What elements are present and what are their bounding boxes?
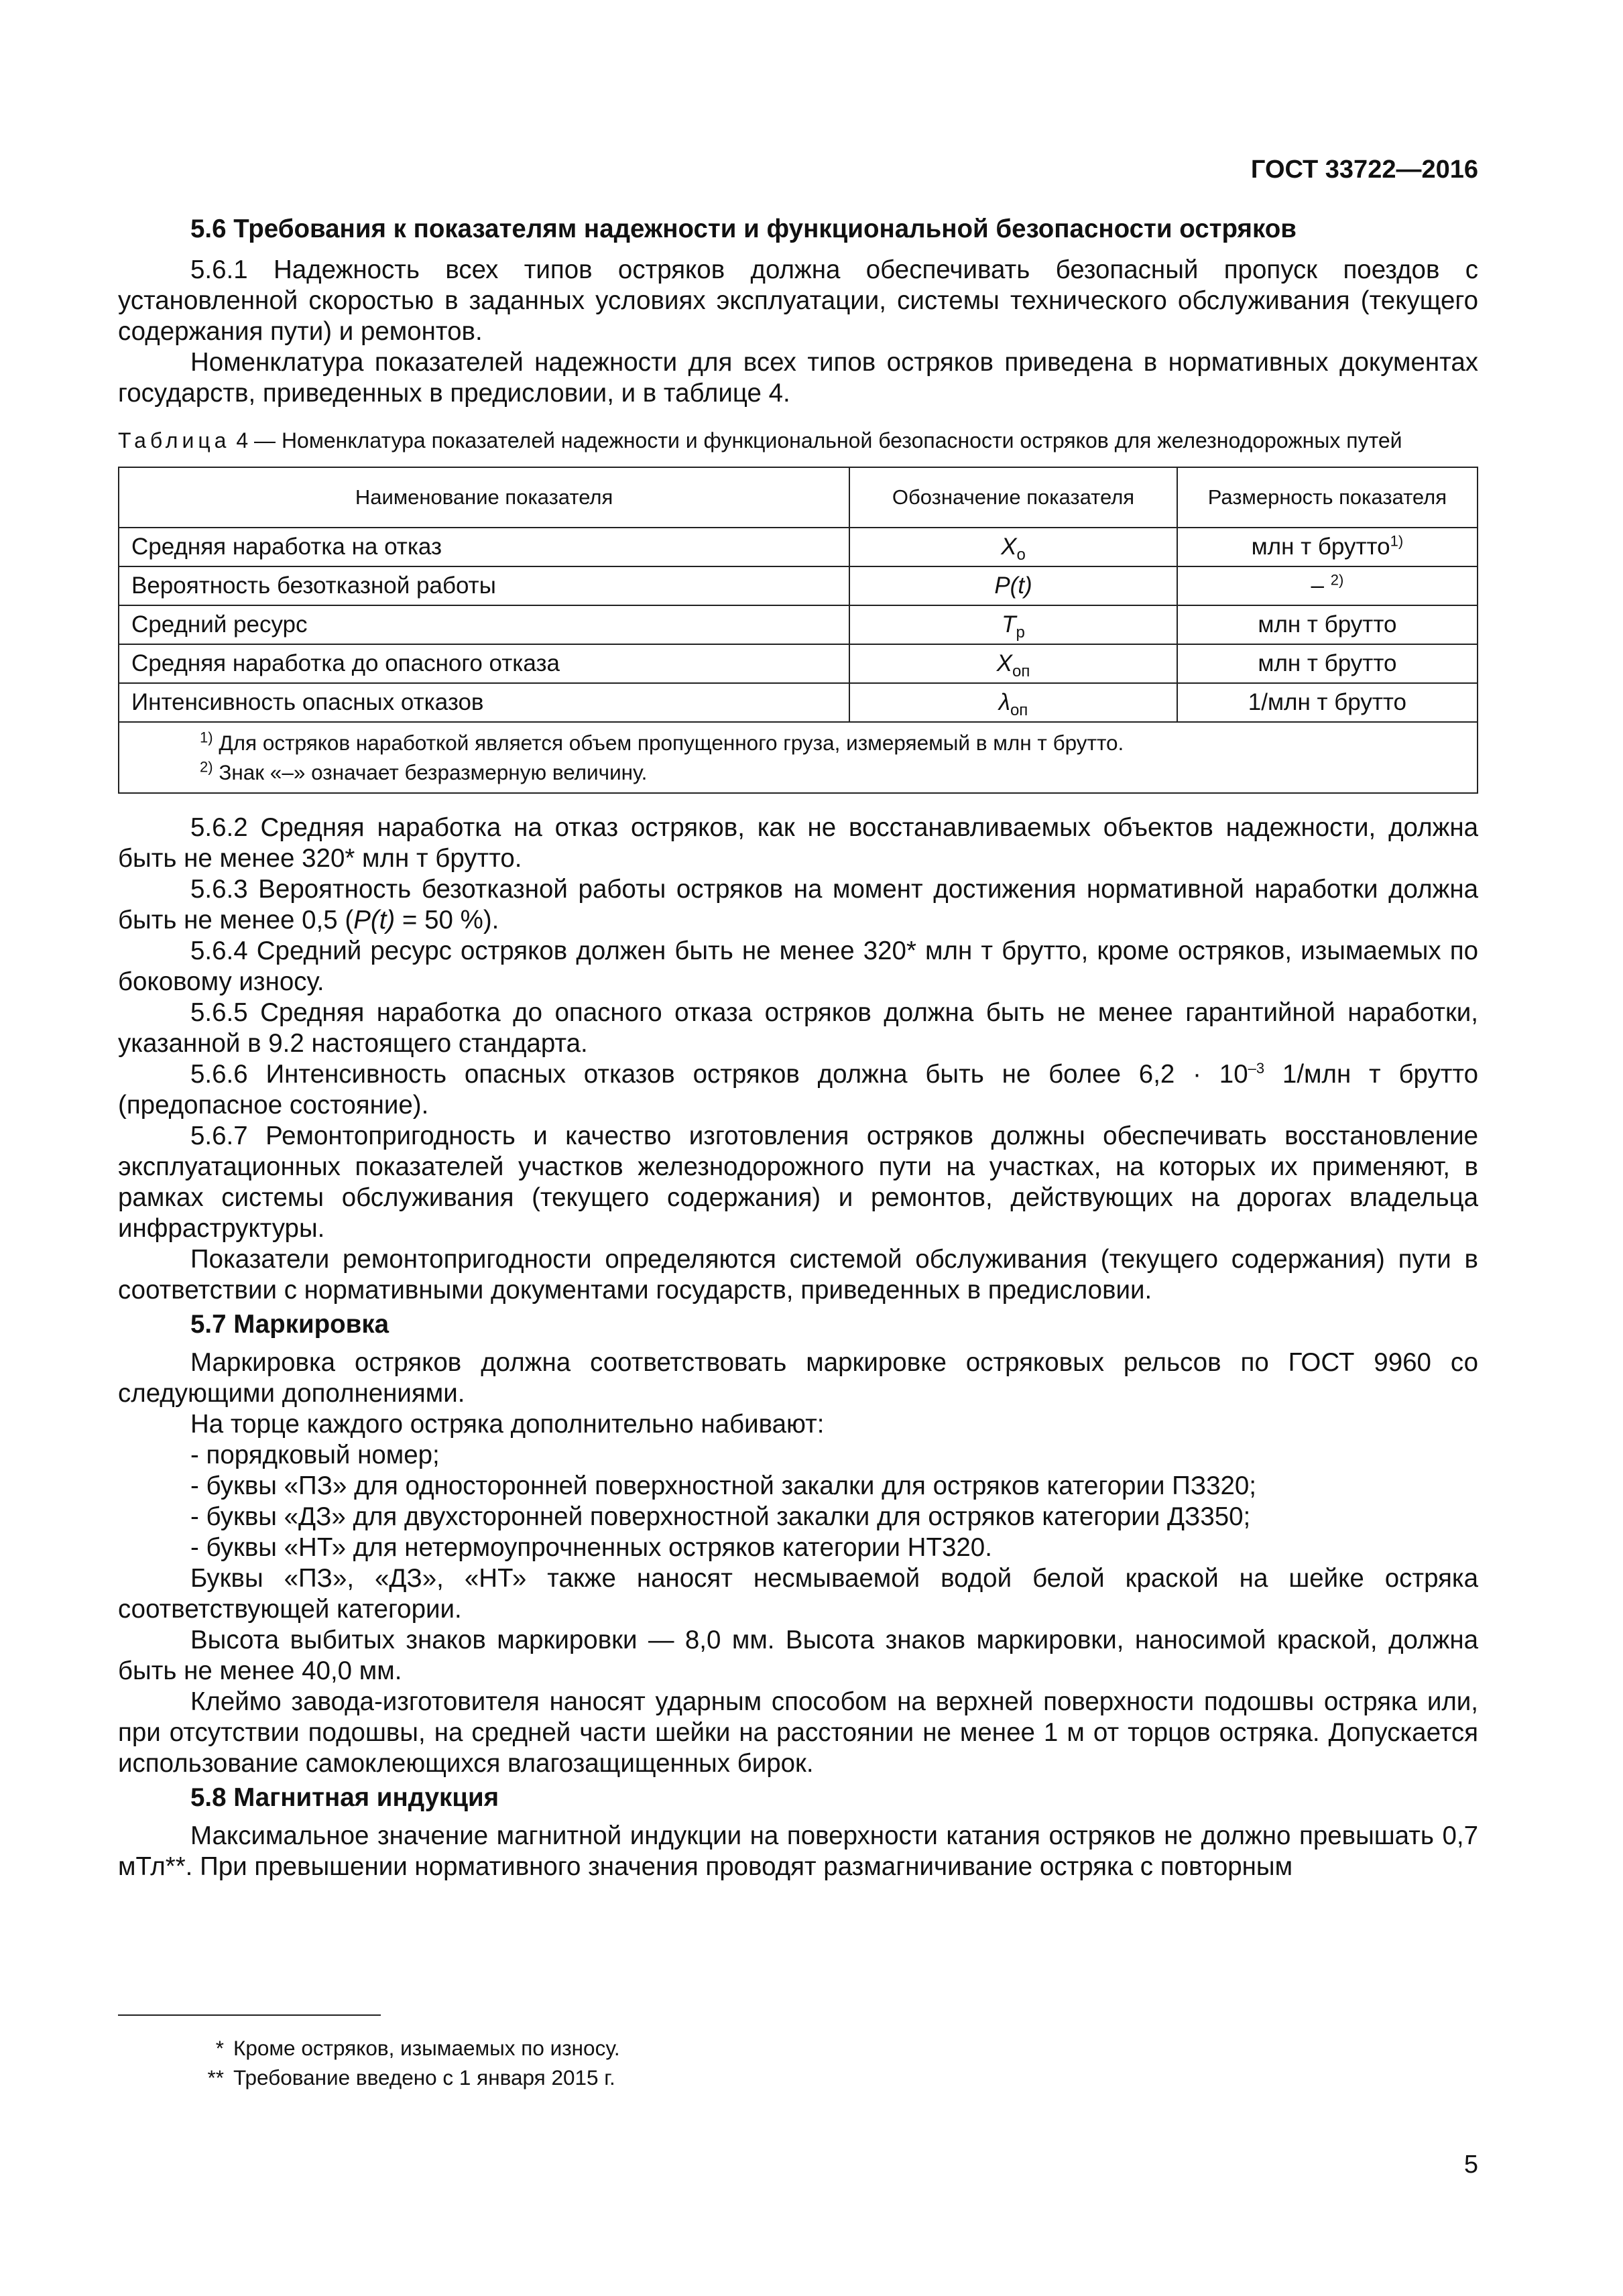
row-symbol: $\lambda_{оп}$ bbox=[849, 683, 1177, 722]
table-caption-text: 4 — Номенклатура показателей надежности и функциональной безопасности остряков для железнодорожных путей bbox=[236, 428, 1402, 452]
paragraph-marking: Маркировка остряков должна соответствовать маркировке остряковых рельсов по ГОСТ 9960 со следующими дополнениями. bbox=[118, 1348, 1478, 1408]
paragraph-5-6-1: 5.6.1 Надежность всех типов остряков должна обеспечивать безопасный пропуск поездов с установленной скоростью в заданных условиях эксплуатации, системы технического обслуживания (текущего содержания пути) и ремонтов. bbox=[118, 255, 1478, 346]
list-item: - буквы «ДЗ» для двухсторонней поверхностной закалки для остряков категории ДЗ350; bbox=[190, 1502, 1251, 1531]
table-row bbox=[119, 683, 1478, 722]
paragraph-5-6-2: 5.6.2 Средняя наработка на отказ остряков, как не восстанавливаемых объектов надежности, должна быть не менее 320* млн т брутто. bbox=[118, 813, 1478, 873]
table-notes-row bbox=[119, 722, 1478, 793]
paragraph-repairability: Показатели ремонтопригодности определяются системой обслуживания (текущего содержания) пути в соответствии с нормативными документами государств, приведенных в предисловии. bbox=[118, 1245, 1478, 1305]
row-name: Интенсивность опасных отказов bbox=[119, 683, 849, 722]
header-symbol: Обозначение показателя bbox=[849, 467, 1177, 528]
paragraph-nomenclature: Номенклатура показателей надежности для всех типов остряков приведена в нормативных документах государств, приведенных в предисловии, и в таблице 4. bbox=[118, 348, 1478, 408]
table-notes bbox=[119, 722, 1478, 793]
table-row bbox=[119, 605, 1478, 644]
footnotes bbox=[172, 2033, 620, 2092]
list-item: - буквы «ПЗ» для односторонней поверхностной закалки для остряков категории ПЗ320; bbox=[190, 1471, 1257, 1500]
reliability-table bbox=[118, 467, 1478, 794]
list-item: - порядковый номер; bbox=[190, 1441, 440, 1469]
row-name: Средняя наработка на отказ bbox=[119, 528, 849, 566]
row-symbol: $T_р$ bbox=[849, 605, 1177, 644]
row-unit: 1/млн т брутто bbox=[1177, 683, 1478, 722]
paragraph-5-6-6: 5.6.6 Интенсивность опасных отказов остряков должна быть не более $6,2 \cdot 10^{-3}$ 1/млн т брутто (предопасное состояние). bbox=[118, 1060, 1478, 1120]
table-row bbox=[119, 566, 1478, 605]
row-symbol: $X_о$ bbox=[849, 528, 1177, 566]
row-name: Средняя наработка до опасного отказа bbox=[119, 644, 849, 683]
table-note: $^{1)}$ Для остряков наработкой является объем пропущенного груза, измеряемый в млн т брутто. bbox=[200, 729, 1124, 755]
row-unit: млн т брутто bbox=[1177, 605, 1478, 644]
row-name: Вероятность безотказной работы bbox=[119, 566, 849, 605]
footnote-divider bbox=[118, 2014, 381, 2016]
section-5-6-title: 5.6 Требования к показателям надежности и функциональной безопасности остряков bbox=[190, 215, 1297, 243]
document-number: ГОСТ 33722—2016 bbox=[1250, 156, 1478, 184]
table-row bbox=[119, 644, 1478, 683]
table-note: $^{2)}$ Знак «–» означает безразмерную величину. bbox=[200, 758, 648, 784]
footnote: ** Требование введено с 1 января 2015 г. bbox=[207, 2065, 615, 2090]
paragraph-magnetic-induction: Максимальное значение магнитной индукции на поверхности катания остряков не должно превышать 0,7 мТл**. При превышении нормативного значения проводят размагничивание остряка с повторным bbox=[118, 1821, 1478, 1881]
paragraph-5-6-3: 5.6.3 Вероятность безотказной работы остряков на момент достижения нормативной наработки должна быть не менее 0,5 (P(t) = 50 %). bbox=[118, 875, 1478, 934]
row-symbol: P(t) bbox=[849, 566, 1177, 605]
table-header-row bbox=[119, 467, 1478, 528]
row-symbol: $X_{оп}$ bbox=[849, 644, 1177, 683]
header-name: Наименование показателя bbox=[119, 467, 849, 528]
paragraph-marking-end: На торце каждого остряка дополнительно набивают: bbox=[190, 1410, 825, 1439]
table-caption bbox=[118, 426, 1478, 455]
paragraph-5-6-5: 5.6.5 Средняя наработка до опасного отказа остряков должна быть не менее гарантийной наработки, указанной в 9.2 настоящего стандарта. bbox=[118, 998, 1478, 1058]
paragraph-5-6-4: 5.6.4 Средний ресурс остряков должен быть не менее 320* млн т брутто, кроме остряков, изымаемых по боковому износу. bbox=[118, 936, 1478, 996]
paragraph-marking-height: Высота выбитых знаков маркировки — 8,0 мм. Высота знаков маркировки, наносимой краской, должна быть не менее 40,0 мм. bbox=[118, 1626, 1478, 1685]
header-unit: Размерность показателя bbox=[1177, 467, 1478, 528]
footnote: * Кроме остряков, изымаемых по износу. bbox=[215, 2036, 620, 2060]
row-unit: млн т брутто$^{1)}$ bbox=[1177, 528, 1478, 566]
table-caption-label: Таблица bbox=[118, 428, 231, 452]
table-row bbox=[119, 528, 1478, 566]
paragraph-factory-stamp: Клеймо завода-изготовителя наносят ударным способом на верхней поверхности подошвы остряка или, при отсутствии подошвы, на средней части шейки на расстоянии не менее 1 м от торцов остряка. Допускается использование самоклеющихся влагозащищенных бирок. bbox=[118, 1687, 1478, 1778]
section-5-7-title: 5.7 Маркировка bbox=[190, 1310, 389, 1339]
list-item: - буквы «НТ» для нетермоупрочненных остряков категории НТ320. bbox=[190, 1533, 992, 1562]
row-name: Средний ресурс bbox=[119, 605, 849, 644]
row-unit: млн т брутто bbox=[1177, 644, 1478, 683]
paragraph-letters: Буквы «ПЗ», «ДЗ», «НТ» также наносят несмываемой водой белой краской на шейке остряка соответствующей категории. bbox=[118, 1564, 1478, 1624]
section-5-8-title: 5.8 Магнитная индукция bbox=[190, 1783, 499, 1812]
page-content bbox=[118, 213, 1478, 1882]
paragraph-5-6-7: 5.6.7 Ремонтопригодность и качество изготовления остряков должны обеспечивать восстановление эксплуатационных показателей участков железнодорожного пути на участках, на которых их применяют, в рамках системы обслуживания (текущего содержания) и ремонтов, действующих на дорогах владельца инфраструктуры. bbox=[118, 1122, 1478, 1243]
row-unit: – $^{2)}$ bbox=[1177, 566, 1478, 605]
page-number: 5 bbox=[1463, 2151, 1478, 2179]
